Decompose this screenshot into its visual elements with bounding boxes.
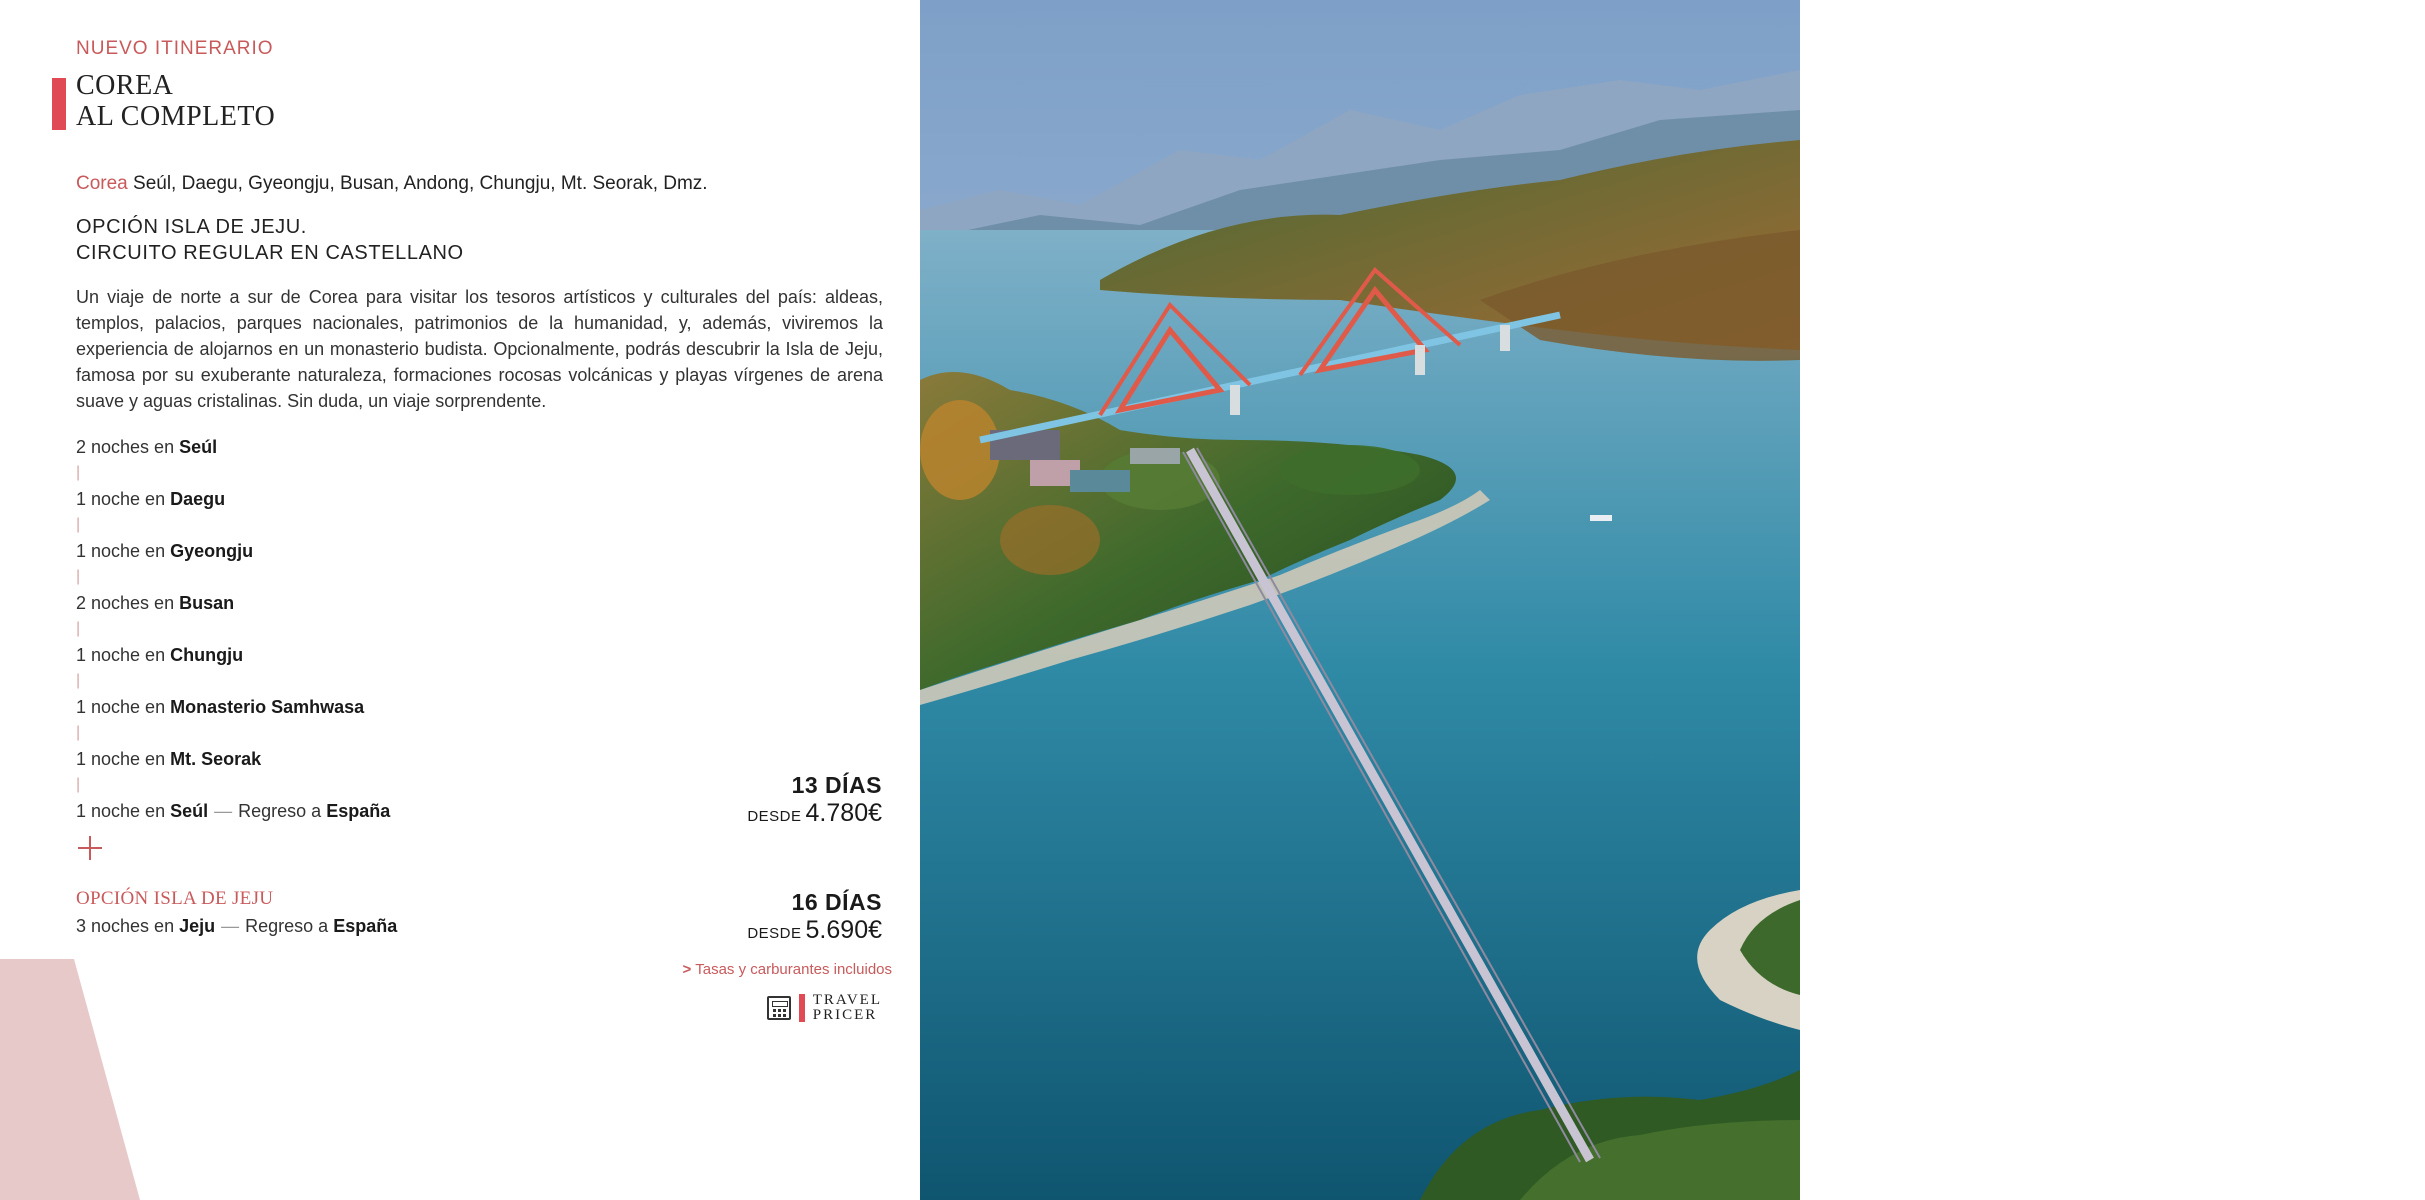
stop-separator: | — [76, 620, 81, 637]
itinerary-stop-final — [76, 798, 496, 824]
stop-separator: | — [76, 464, 81, 481]
price-from-label: DESDE — [747, 808, 802, 825]
price-from — [622, 799, 882, 831]
stop-city: Busan — [179, 593, 235, 613]
brand-name: CATAI — [2118, 48, 2310, 121]
itinerary-stop — [76, 486, 496, 512]
return-text: Regreso a — [238, 801, 322, 821]
korea-lake-bridge-photo — [920, 0, 2425, 1200]
itinerary-stop — [76, 590, 496, 616]
stop-separator: | — [76, 724, 81, 741]
stop-nights: 1 noche en — [76, 645, 166, 665]
stop-nights: 1 noche en — [76, 749, 166, 769]
landscape-illustration — [920, 0, 1800, 1200]
brand-tagline-line-1: DESCUBRE EL — [2323, 42, 2425, 76]
option-return-text: Regreso a — [245, 916, 329, 936]
stop-city: Mt. Seorak — [170, 749, 262, 769]
travel-pricer-accent-bar — [799, 994, 805, 1022]
travel-pricer-line-2: PRICER — [812, 1007, 878, 1023]
stop-nights: 2 noches en — [76, 437, 175, 457]
stop-nights: 1 noche en — [76, 697, 166, 717]
price-from-label: DESDE — [747, 925, 802, 942]
stop-separator: | — [76, 516, 81, 533]
section-kicker: NUEVO ITINERARIO — [76, 38, 274, 59]
title-line-2: AL COMPLETO — [76, 101, 276, 132]
itinerary-stop — [76, 434, 496, 460]
option-city: Jeju — [179, 916, 216, 936]
itinerary-stop — [76, 694, 496, 720]
stop-nights: 1 noche en — [76, 489, 166, 509]
price-days: 13 DÍAS — [791, 772, 882, 798]
trip-description: Un viaje de norte a sur de Corea para visitar los tesoros artísticos y culturales del país: aldeas, templos, palacios, parques nacionales, patrimonios de la humanidad, y, además, viviremos la experiencia de alojarnos en un monasterio budista. Opcionalmente, podrás descubrir la Isla de Jeju, famosa por su exuberante naturaleza, formaciones rocosas volcánicas y playas vírgenes de arena suave y aguas cristalinas. Sin duda, un viaje sorprendente. — [76, 287, 883, 411]
brand-tagline-line-3: IMAGINAS — [2323, 110, 2416, 127]
price-block-16-days — [622, 888, 882, 948]
travel-pricer-logo — [767, 993, 882, 1023]
stop-city: Seúl — [170, 801, 209, 821]
itinerary-stop — [76, 746, 496, 772]
route-cities: Seúl, Daegu, Gyeongju, Busan, Andong, Chungju, Mt. Seorak, Dmz. — [133, 173, 708, 194]
option-heading: OPCIÓN ISLA DE JEJU — [76, 888, 274, 909]
price-from — [622, 916, 882, 948]
option-dash: — — [221, 916, 240, 936]
catai-brand-logo — [2118, 42, 2425, 127]
stop-separator: | — [76, 568, 81, 585]
stop-nights: 2 noches en — [76, 593, 175, 613]
stop-city: Chungju — [170, 645, 244, 665]
stop-city: Monasterio Samhwasa — [170, 697, 365, 717]
route-country: Corea — [76, 173, 128, 194]
plus-icon — [78, 836, 102, 860]
brand-tagline — [2323, 42, 2425, 127]
page-title — [76, 70, 275, 132]
price-amount: 4.780€ — [805, 799, 882, 827]
return-city: España — [326, 801, 391, 821]
price-days: 16 DÍAS — [791, 889, 882, 915]
taxes-label: Tasas y carburantes incluidos — [695, 961, 892, 978]
itinerary-page — [0, 0, 920, 1200]
decorative-corner-shape — [0, 959, 140, 1200]
subtitle-line-2: CIRCUITO REGULAR EN CASTELLANO — [76, 242, 464, 264]
option-nights: 3 noches en — [76, 916, 175, 936]
stop-separator: | — [76, 672, 81, 689]
chevron-right-icon: > — [682, 961, 692, 978]
calculator-icon — [767, 996, 791, 1020]
stop-dash: — — [214, 801, 233, 821]
trip-subtitle — [76, 214, 464, 266]
price-block-13-days — [622, 771, 882, 831]
stop-nights: 1 noche en — [76, 801, 166, 821]
stop-city: Daegu — [170, 489, 226, 509]
brand-tagline-line-2: MUNDO QUE — [2323, 76, 2391, 110]
stop-nights: 1 noche en — [76, 541, 166, 561]
subtitle-line-1: OPCIÓN ISLA DE JEJU. — [76, 216, 307, 238]
itinerary-stop — [76, 538, 496, 564]
price-amount: 5.690€ — [805, 916, 882, 944]
option-stop — [76, 913, 397, 939]
stop-city: Gyeongju — [170, 541, 254, 561]
option-return-city: España — [333, 916, 398, 936]
taxes-included-link[interactable] — [682, 961, 892, 978]
title-line-1: COREA — [76, 70, 174, 101]
stop-city: Seúl — [179, 437, 218, 457]
travel-pricer-text — [813, 993, 882, 1023]
itinerary-stop — [76, 642, 496, 668]
itinerary-stops — [76, 434, 496, 824]
stop-separator: | — [76, 776, 81, 793]
travel-pricer-line-1: TRAVEL — [812, 992, 882, 1008]
title-accent-bar — [52, 78, 66, 130]
route-summary — [76, 173, 708, 195]
